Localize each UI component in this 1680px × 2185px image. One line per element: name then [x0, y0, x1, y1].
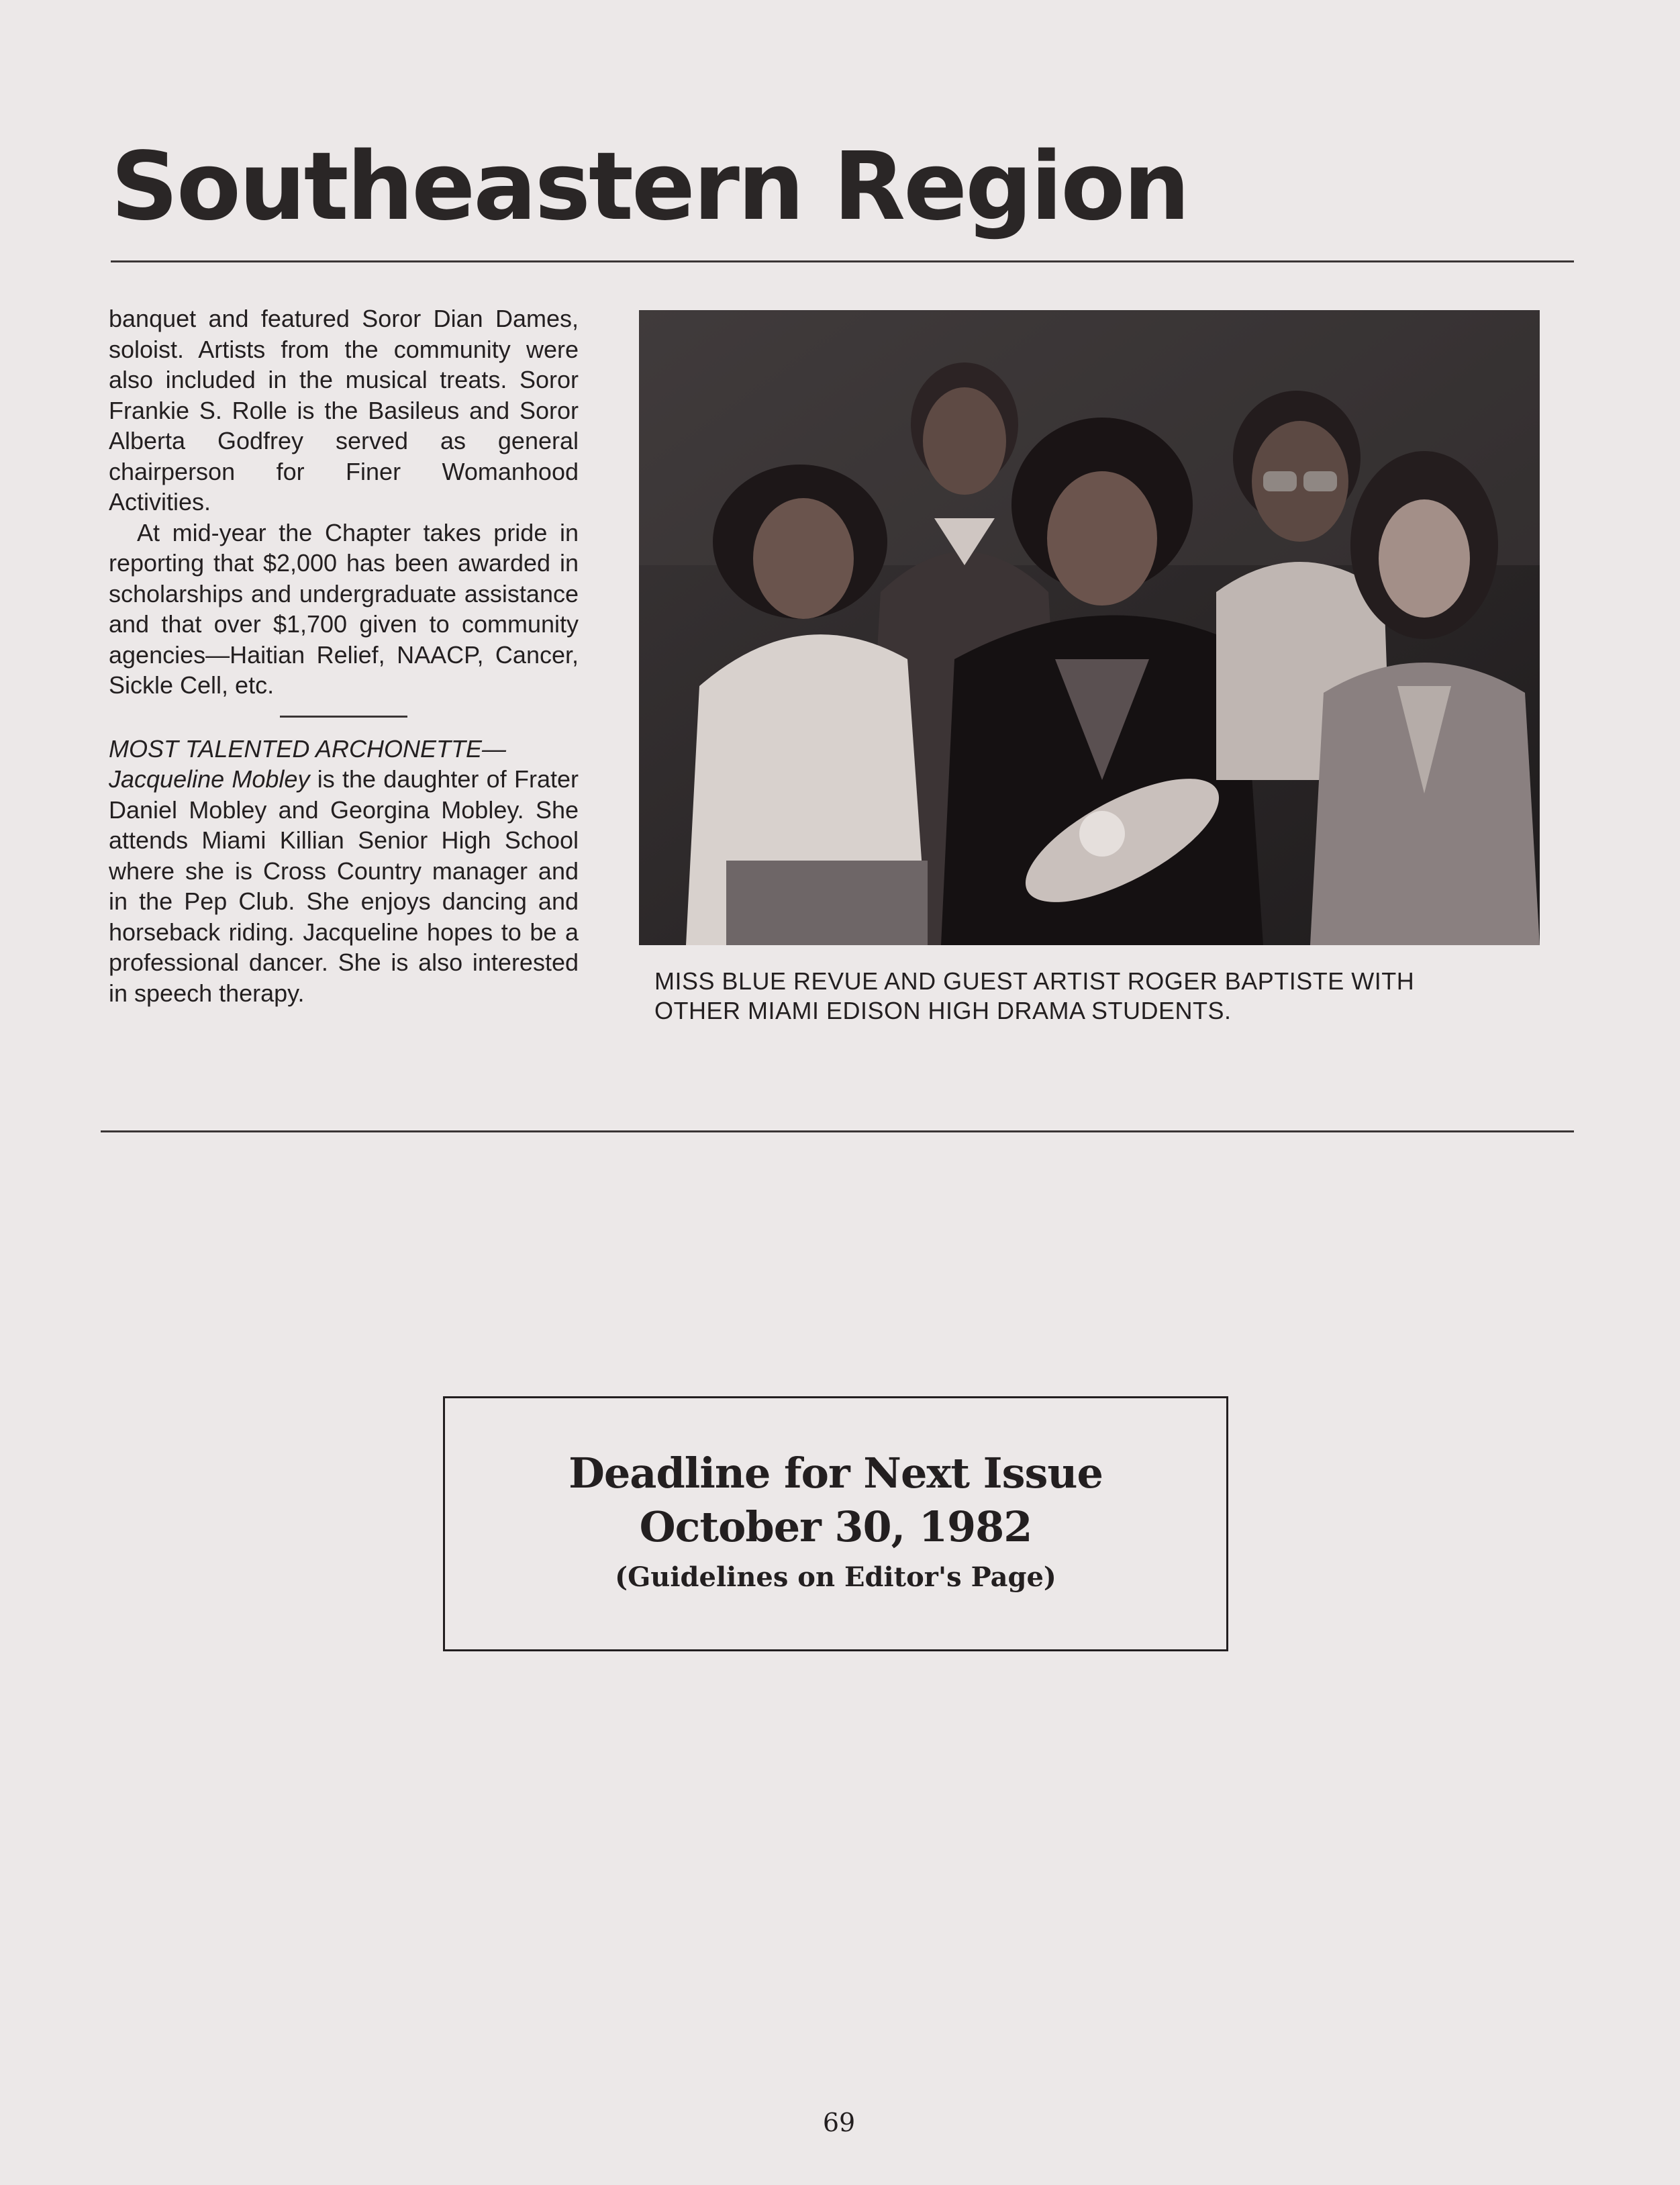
- archonette-name: Jacqueline Mobley: [109, 765, 310, 793]
- deadline-title: Deadline for Next Issue: [569, 1449, 1103, 1498]
- left-text-column: [109, 303, 579, 1008]
- caption-line-1: MISS BLUE REVUE AND GUEST ARTIST ROGER BAPTISTE WITH: [654, 967, 1415, 995]
- archonette-body: is the daughter of Frater Daniel Mobley and Georgina Mobley. She attends Miami Killian Senior High School where she is Cross Country manager and in the Pep Club. She enjoys dancing and horseback riding. Jacqueline hopes to be a professional dancer. She is also interested in speech therapy.: [109, 765, 579, 1007]
- paragraph-banquet: banquet and featured Soror Dian Dames, soloist. Artists from the community were also included in the musical treats. Soror Frankie S. Rolle is the Basileus and Soror Alberta Godfrey served as general chairperson for Finer Womanhood Activities.: [109, 305, 579, 516]
- group-photo-illustration: [639, 310, 1540, 945]
- section-divider: [280, 716, 407, 718]
- deadline-date: October 30, 1982: [639, 1502, 1032, 1551]
- paragraph-archonette: [109, 734, 579, 1009]
- deadline-note: (Guidelines on Editor's Page): [615, 1561, 1056, 1593]
- archonette-heading: MOST TALENTED ARCHONETTE—: [109, 734, 507, 763]
- page-title: Southeastern Region: [111, 132, 1189, 242]
- section-bottom-divider: [101, 1130, 1574, 1132]
- deadline-notice-box: [443, 1396, 1228, 1651]
- photo-caption: [654, 967, 1540, 1026]
- group-photo: [639, 310, 1540, 945]
- title-divider: [111, 260, 1574, 262]
- page-number: 69: [822, 2108, 856, 2137]
- paragraph-scholarships: At mid-year the Chapter takes pride in reporting that $2,000 has been awarded in scholarships and undergraduate assistance and that over $1,700 given to community agencies—Haitian Relief, NAACP, Cancer, Sickle Cell, etc.: [109, 518, 579, 699]
- caption-line-2: OTHER MIAMI EDISON HIGH DRAMA STUDENTS.: [654, 997, 1232, 1024]
